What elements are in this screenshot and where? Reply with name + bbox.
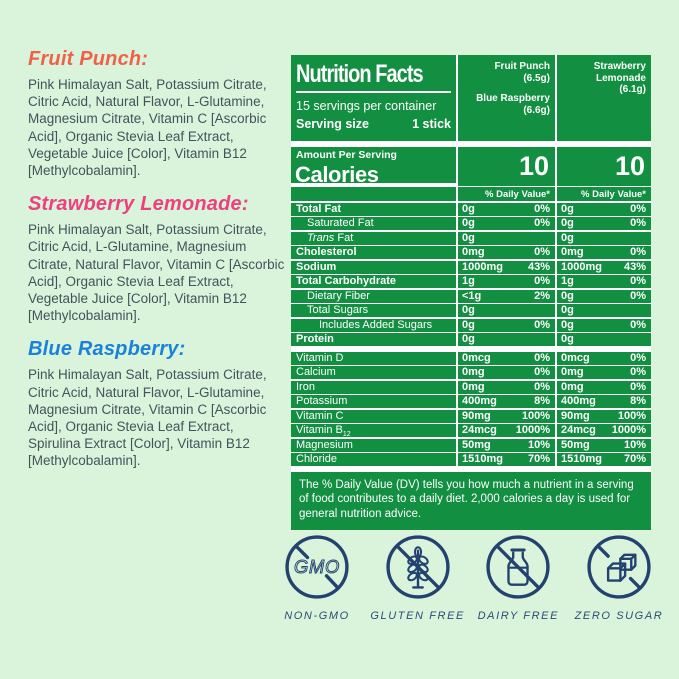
calories-value-col2: 10	[557, 147, 651, 186]
calories-label: Calories	[295, 161, 379, 183]
amount: 400mg	[462, 395, 497, 407]
thick-divider	[291, 143, 651, 146]
nutrient-row-added-sugars	[291, 319, 651, 332]
badge-dairy-free	[470, 533, 566, 622]
amount: 0g	[462, 304, 475, 316]
vitamin-row-magnesium	[291, 439, 651, 452]
badge-gluten-free	[370, 533, 466, 622]
amount: 90mg	[561, 409, 590, 422]
row-label: Includes Added Sugars	[319, 318, 433, 331]
percent: 0%	[630, 366, 646, 378]
amount: 0g	[462, 217, 475, 229]
vitamin-row-calcium	[291, 366, 651, 379]
flavor-name: Blue Raspberry	[476, 93, 550, 104]
badges-row	[269, 533, 667, 622]
amount: 0mg	[462, 246, 485, 258]
amount: 90mg	[462, 409, 491, 422]
zero-sugar-label: ZERO SUGAR	[574, 610, 664, 622]
amount: 24mcg	[462, 424, 497, 436]
thick-divider	[291, 468, 651, 471]
amount: 50mg	[462, 438, 491, 451]
percent: 0%	[630, 202, 646, 215]
row-label: Protein	[296, 333, 334, 345]
nutrient-row-dietary-fiber	[291, 290, 651, 303]
gmo-crossed-icon	[283, 533, 351, 601]
flavor-column-2-header	[557, 55, 651, 141]
nutrient-row-saturated-fat	[291, 217, 651, 230]
vitamin-row-vitamin-d	[291, 352, 651, 365]
amount: 1000mg	[462, 260, 503, 273]
fruit-punch-ingredients: Pink Himalayan Salt, Potassium Citrate, Citric Acid, Natural Flavor, L-Glutamine, Magnesium Citrate, Vitamin C [Ascorbic Acid], Organic Stevia Leaf Extract, Vegetable Juice [Color], Vitamin B12 [Methylcobalamin].	[28, 77, 267, 179]
percent: 43%	[527, 260, 550, 273]
percent: 43%	[623, 260, 646, 273]
row-label: Potassium	[296, 395, 348, 407]
calories-label-cell	[291, 147, 456, 183]
percent: 10%	[527, 438, 550, 451]
nutrition-facts-title-cell	[291, 55, 456, 141]
row-label: Cholesterol	[296, 246, 357, 258]
nutrient-row-total-carbohydrate	[291, 275, 651, 288]
vitamin-row-vitamin-b12	[291, 424, 651, 437]
row-label: Vitamin D	[296, 351, 344, 364]
amount: 0mg	[462, 366, 485, 378]
flavor-name: Fruit Punch	[494, 61, 550, 72]
percent: 8%	[534, 395, 550, 407]
amount: 0g	[462, 231, 475, 244]
amount: 0mcg	[561, 351, 590, 364]
percent: 0%	[630, 217, 646, 229]
vitamin-row-potassium	[291, 395, 651, 408]
nutrient-row-cholesterol	[291, 246, 651, 259]
percent: 0%	[630, 246, 646, 258]
daily-value-footnote: The % Daily Value (DV) tells you how much a nutrient in a serving of food contributes to a daily diet. 2,000 calories a day is used for general nutrition advice.	[291, 472, 651, 531]
row-label: Dietary Fiber	[307, 289, 370, 302]
amount: 0g	[462, 202, 475, 215]
percent: 70%	[527, 453, 550, 465]
percent: 0%	[534, 318, 550, 331]
flavor-weight: (6.6g)	[523, 104, 550, 116]
amount: 0g	[561, 304, 574, 316]
nutrient-row-total-fat	[291, 203, 651, 216]
amount: 0g	[561, 333, 574, 345]
amount: 0mg	[462, 380, 485, 393]
row-label: Calcium	[296, 366, 336, 378]
percent: 0%	[534, 217, 550, 229]
amount: <1g	[462, 289, 482, 302]
amount: 24mcg	[561, 424, 596, 436]
nutrient-row-sodium	[291, 261, 651, 274]
amount: 0mcg	[462, 351, 491, 364]
servings-per-container: 15 servings per container	[296, 99, 437, 113]
percent: 0%	[534, 351, 550, 364]
percent: 0%	[534, 380, 550, 393]
percent: 0%	[630, 380, 646, 393]
daily-value-header-col2: % Daily Value*	[557, 187, 651, 201]
nutrient-row-trans-fat	[291, 232, 651, 245]
row-label: Vitamin B	[296, 424, 343, 436]
nutrient-row-total-sugars	[291, 304, 651, 317]
percent: 0%	[630, 275, 646, 287]
amount: 50mg	[561, 438, 590, 451]
strawberry-lemonade-heading: Strawberry Lemonade:	[28, 193, 249, 216]
amount-per-serving-label: Amount Per Serving	[296, 148, 397, 161]
amount: 0mg	[561, 366, 584, 378]
amount: 1510mg	[561, 453, 602, 465]
percent: 1000%	[611, 424, 646, 436]
percent: 100%	[617, 409, 646, 422]
amount: 0g	[561, 318, 574, 331]
title-underline	[296, 91, 451, 93]
fruit-punch-heading: Fruit Punch:	[28, 48, 149, 70]
daily-value-header-col1: % Daily Value*	[458, 187, 555, 201]
amount: 400mg	[561, 395, 596, 407]
wheat-crossed-icon	[384, 533, 452, 601]
serving-size-value: 1 stick	[412, 117, 451, 131]
badge-zero-sugar	[571, 533, 667, 622]
amount: 0g	[561, 289, 574, 302]
row-label: Total Sugars	[307, 304, 369, 316]
nutrition-facts-title: Nutrition Facts	[296, 60, 423, 88]
calories-value-col1: 10	[458, 147, 555, 186]
badge-non-gmo	[269, 533, 365, 622]
row-label: Magnesium	[296, 438, 353, 451]
gmo-icon-text: GMO	[294, 556, 340, 578]
amount: 0mg	[561, 380, 584, 393]
amount: 0g	[561, 217, 574, 229]
percent: 1000%	[515, 424, 550, 436]
row-label: Vitamin C	[296, 409, 344, 422]
nutrition-facts-header	[291, 55, 651, 141]
percent: 8%	[630, 395, 646, 407]
nutrient-row-protein	[291, 333, 651, 346]
sugar-cubes-crossed-icon	[585, 533, 653, 601]
daily-value-header-row	[291, 187, 651, 201]
amount: 1510mg	[462, 453, 503, 465]
vitamin-row-chloride	[291, 453, 651, 466]
row-label-italic: Trans	[307, 231, 335, 244]
percent: 100%	[521, 409, 550, 422]
amount: 0g	[561, 202, 574, 215]
row-label: Saturated Fat	[307, 217, 374, 229]
percent: 70%	[623, 453, 646, 465]
row-label: Chloride	[296, 453, 337, 465]
flavor-column-1-header	[458, 55, 555, 141]
percent: 0%	[534, 202, 550, 215]
percent: 0%	[630, 289, 646, 302]
percent: 0%	[534, 366, 550, 378]
thick-divider	[291, 348, 651, 351]
flavor-weight: (6.5g)	[523, 72, 550, 84]
row-label: Fat	[334, 231, 354, 244]
amount: 0g	[561, 231, 574, 244]
blue-raspberry-ingredients: Pink Himalayan Salt, Potassium Citrate, Citric Acid, Natural Flavor, L-Glutamine, Magnesium Citrate, Vitamin C [Ascorbic Acid], Organic Stevia Leaf Extract, Spirulina Extract [Color], Vitamin B12 [Methylcobalamin].	[28, 367, 267, 469]
amount: 1000mg	[561, 260, 602, 273]
dairy-free-label: DAIRY FREE	[477, 610, 560, 622]
strawberry-lemonade-ingredients: Pink Himalayan Salt, Potassium Citrate, Citric Acid, L-Glutamine, Magnesium Citrate, Natural Flavor, Vitamin C [Ascorbic Acid], Organic Stevia Leaf Extract, Vegetable Juice [Color], Vitamin B12 [Methylcobalamin].	[28, 222, 285, 324]
row-label: Iron	[296, 380, 315, 393]
amount: 0g	[462, 333, 475, 345]
milk-bottle-crossed-icon	[484, 533, 552, 601]
row-label-subscript: 12	[342, 431, 351, 437]
non-gmo-label: NON-GMO	[284, 610, 350, 622]
amount: 1g	[561, 275, 574, 287]
ingredients-column	[28, 48, 286, 484]
vitamin-row-iron	[291, 381, 651, 394]
amount: 0g	[462, 318, 475, 331]
row-label: Total Carbohydrate	[296, 275, 397, 287]
empty-cell	[291, 187, 456, 201]
percent: 10%	[623, 438, 646, 451]
gluten-free-label: GLUTEN FREE	[370, 610, 465, 622]
flavor-weight: (6.1g)	[619, 84, 646, 95]
amount: 1g	[462, 275, 475, 287]
percent: 0%	[630, 351, 646, 364]
percent: 2%	[534, 289, 550, 302]
serving-size-label: Serving size	[296, 117, 369, 131]
amount: 0mg	[561, 246, 584, 258]
calories-row	[291, 147, 651, 186]
percent: 0%	[534, 246, 550, 258]
vitamin-row-vitamin-c	[291, 410, 651, 423]
percent: 0%	[534, 275, 550, 287]
row-label: Total Fat	[296, 202, 342, 215]
flavor-name: Strawberry Lemonade	[593, 61, 646, 84]
percent: 0%	[630, 318, 646, 331]
blue-raspberry-heading: Blue Raspberry:	[28, 338, 186, 361]
nutrition-facts-panel	[291, 55, 651, 530]
row-label: Sodium	[296, 260, 337, 273]
